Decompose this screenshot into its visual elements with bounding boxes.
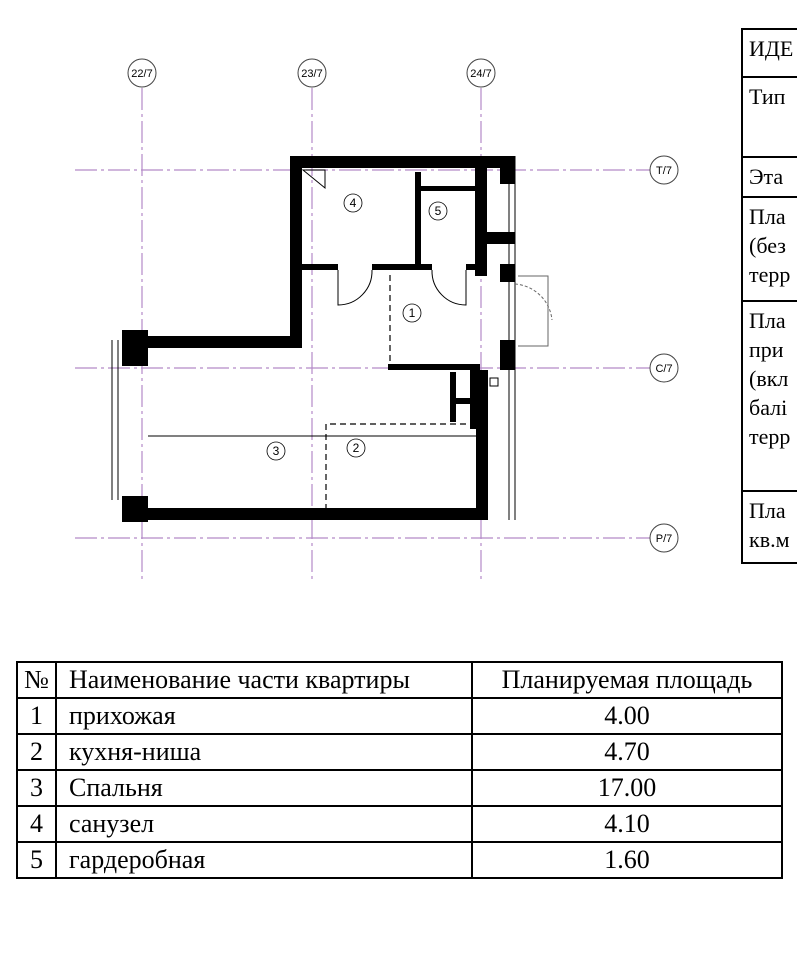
table-row bbox=[17, 734, 782, 770]
header-number: № bbox=[17, 662, 56, 698]
info-cell: Пла при (вкл балі терр bbox=[742, 301, 797, 491]
axis-label-22-7: 22/7 bbox=[131, 68, 153, 80]
room-name: санузел bbox=[56, 806, 472, 842]
walls bbox=[122, 156, 515, 522]
room-label-3: 3 bbox=[272, 444, 280, 458]
table-row bbox=[17, 806, 782, 842]
room-name: кухня-ниша bbox=[56, 734, 472, 770]
room-number: 5 bbox=[17, 842, 56, 878]
room-name: прихожая bbox=[56, 698, 472, 734]
room-number: 3 bbox=[17, 770, 56, 806]
info-cell: Тип bbox=[742, 77, 797, 157]
info-cell: Эта bbox=[742, 157, 797, 197]
info-cell: Пла кв.м bbox=[742, 491, 797, 563]
axis-label-t-7: Т/7 bbox=[656, 165, 672, 177]
room-area: 1.60 bbox=[472, 842, 782, 878]
room-label-1: 1 bbox=[408, 306, 416, 320]
table-row bbox=[17, 842, 782, 878]
room-area: 4.70 bbox=[472, 734, 782, 770]
axis-label-23-7: 23/7 bbox=[301, 68, 323, 80]
room-area-table bbox=[16, 661, 783, 879]
apartment-info-table bbox=[741, 28, 797, 564]
room-label-4: 4 bbox=[349, 196, 357, 210]
info-row bbox=[742, 157, 797, 197]
header-area: Планируемая площадь bbox=[472, 662, 782, 698]
info-cell: ИДЕ bbox=[742, 29, 797, 77]
header-room-name: Наименование части квартиры bbox=[56, 662, 472, 698]
info-row bbox=[742, 29, 797, 77]
room-area: 17.00 bbox=[472, 770, 782, 806]
info-row bbox=[742, 491, 797, 563]
room-number: 1 bbox=[17, 698, 56, 734]
table-row bbox=[17, 770, 782, 806]
info-row bbox=[742, 197, 797, 301]
room-number: 4 bbox=[17, 806, 56, 842]
room-area: 4.00 bbox=[472, 698, 782, 734]
room-name: гардеробная bbox=[56, 842, 472, 878]
info-cell: Пла (без терр bbox=[742, 197, 797, 301]
room-label-2: 2 bbox=[352, 441, 360, 455]
axis-label-24-7: 24/7 bbox=[470, 68, 492, 80]
table-row bbox=[17, 698, 782, 734]
info-row bbox=[742, 301, 797, 491]
axis-label-r-7: Р/7 bbox=[655, 533, 673, 545]
axis-bubbles bbox=[128, 59, 678, 552]
room-area: 4.10 bbox=[472, 806, 782, 842]
axis-label-s-7: С/7 bbox=[655, 363, 673, 375]
room-number: 2 bbox=[17, 734, 56, 770]
room-name: Спальня bbox=[56, 770, 472, 806]
room-label-5: 5 bbox=[434, 204, 442, 218]
info-row bbox=[742, 77, 797, 157]
table-header-row bbox=[17, 662, 782, 698]
